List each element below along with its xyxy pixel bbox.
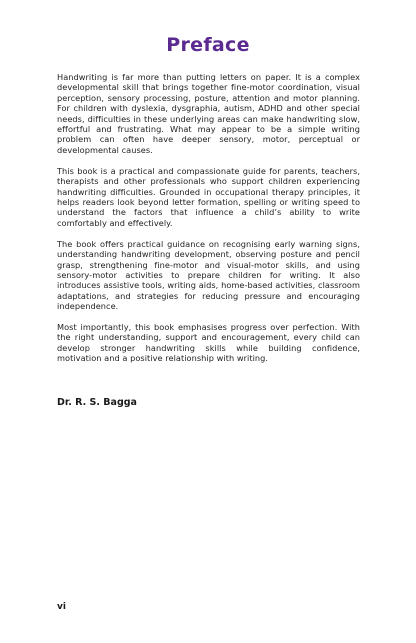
paragraph-2: This book is a practical and compassionate guide for parents, teachers, therapists and other professionals who support children experiencing handwriting difficulties. Grounded in occupational therapy principles, it helps readers look beyond letter formation, spelling or writing speed to understand the factors that influence a child’s ability to write comfortably and effectively. bbox=[57, 165, 360, 228]
paragraph-1: Handwriting is far more than putting letters on paper. It is a complex developmental skill that brings together fine-motor coordination, visual perception, sensory processing, posture, attention and motor planning. For children with dyslexia, dysgraphia, autism, ADHD and other special needs, difficulties in these underlying areas can make handwriting slow, effortful and frustrating. What may appear to be a simple writing problem can often have deeper sensory, motor, perceptual or developmental causes. bbox=[57, 72, 360, 155]
paragraph-4: Most importantly, this book emphasises progress over perfection. With the right understanding, support and encouragement, every child can develop stronger handwriting skills while building confidence, motivation and a positive relationship with writing. bbox=[57, 322, 360, 364]
paragraph-3: The book offers practical guidance on recognising early warning signs, understanding handwriting development, observing posture and pencil grasp, strengthening fine-motor and visual-motor skills, and using sensory-motor activities to prepare children for writing. It also introduces assistive tools, writing aids, home-based activities, classroom adaptations, and strategies for reducing pressure and encouraging independence. bbox=[57, 238, 360, 312]
author-signature: Dr. R. S. Bagga bbox=[57, 397, 137, 408]
page-title: Preface bbox=[166, 34, 250, 56]
preface-body bbox=[57, 72, 360, 374]
page-number: vi bbox=[57, 602, 66, 612]
